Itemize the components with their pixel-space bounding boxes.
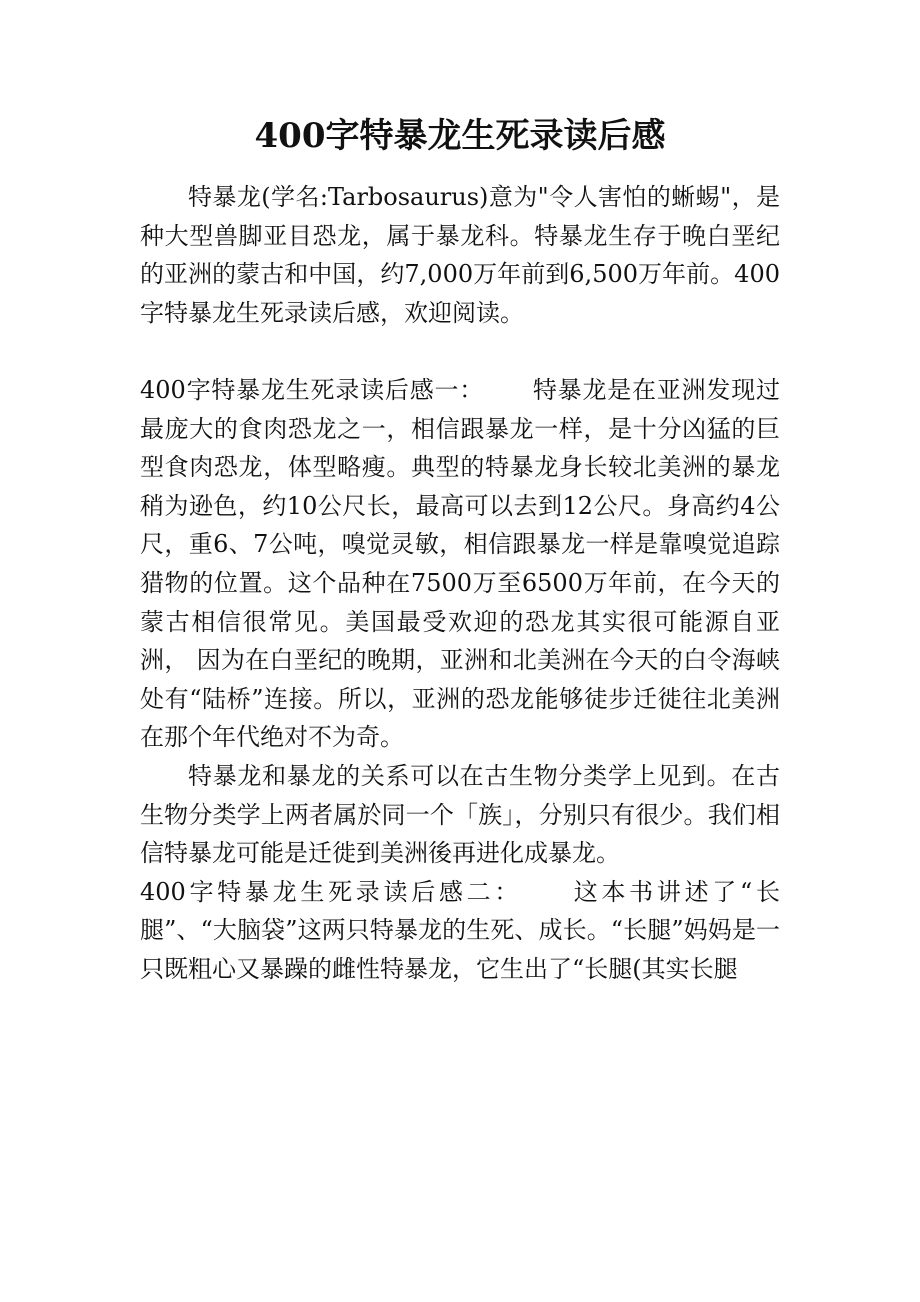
section-two-heading: 400字特暴龙生死录读后感二： xyxy=(140,877,523,906)
section-one-paragraph xyxy=(140,371,780,757)
section-one-heading: 400字特暴龙生死录读后感一： xyxy=(140,375,485,404)
document-title: 400字特暴龙生死录读后感 xyxy=(254,116,666,156)
intro-paragraph: 特暴龙(学名:Tarbosaurus)意为"令人害怕的蜥蜴"，是种大型兽脚亚目恐龙，属于暴龙科。特暴龙生存于晚白垩纪的亚洲的蒙古和中国，约7,000万年前到6,500万年前。400字特暴龙生死录读后感，欢迎阅读。 xyxy=(140,183,780,327)
section-two-text: 这本书讲述了“长腿”、“大脑袋”这两只特暴龙的生死、成长。“长腿”妈妈是一只既粗心又暴躁的雌性特暴龙，它生出了“长腿(其实长腿 xyxy=(140,877,780,983)
document-body xyxy=(140,178,780,988)
section-two-paragraph xyxy=(140,873,780,989)
paragraph-gap xyxy=(140,332,780,371)
relationship-paragraph: 特暴龙和暴龙的关系可以在古生物分类学上见到。在古生物分类学上两者属於同一个「族」，分别只有很少。我们相信特暴龙可能是迁徙到美洲後再进化成暴龙。 xyxy=(140,761,780,868)
section-one-text: 特暴龙是在亚洲发现过最庞大的食肉恐龙之一，相信跟暴龙一样，是十分凶猛的巨型食肉恐龙，体型略瘦。典型的特暴龙身长较北美洲的暴龙稍为逊色，约10公尺长，最高可以去到12公尺。身高约4公尺，重6、7公吨，嗅觉灵敏，相信跟暴龙一样是靠嗅觉追踪猎物的位置。这个品种在7500万至6500万年前，在今天的蒙古相信很常见。美国最受欢迎的恐龙其实很可能源自亚洲， 因为在白垩纪的晚期，亚洲和北美洲在今天的白令海峡处有“陆桥”连接。所以，亚洲的恐龙能够徒步迁徙往北美洲在那个年代绝对不为奇。 xyxy=(140,375,781,752)
